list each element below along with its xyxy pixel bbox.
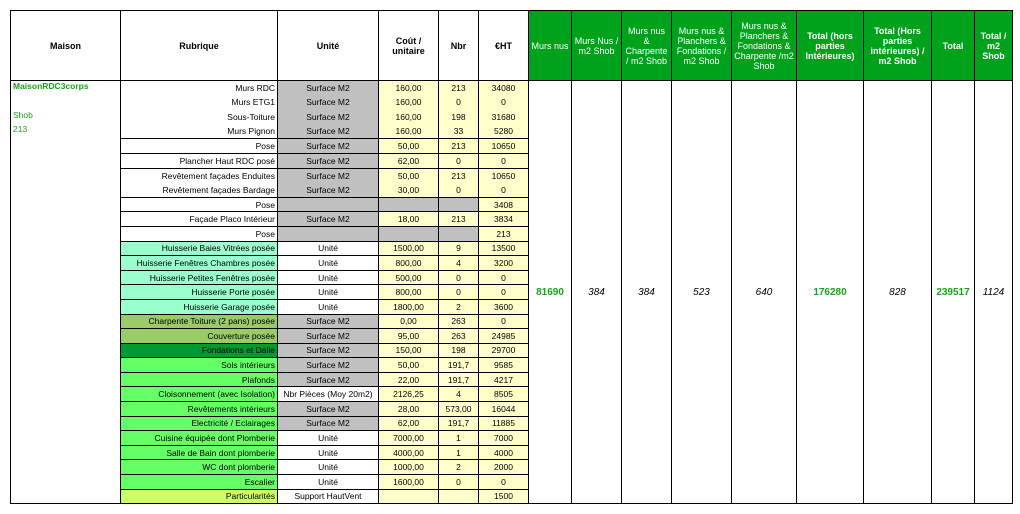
- ht-cell: 31680: [479, 110, 529, 125]
- maison-cell: [11, 212, 121, 227]
- unit-cell[interactable]: Unité: [278, 445, 379, 460]
- nbr-cell[interactable]: 191,7: [439, 416, 479, 431]
- nbr-cell[interactable]: 198: [439, 343, 479, 358]
- nbr-cell[interactable]: 263: [439, 329, 479, 344]
- cout-cell[interactable]: 18,00: [379, 212, 439, 227]
- cout-cell[interactable]: 4000,00: [379, 445, 439, 460]
- nbr-cell[interactable]: 2: [439, 299, 479, 314]
- rubrique-cell: Huisserie Baies Vitrées posée: [121, 241, 278, 256]
- rubrique-cell: Huisserie Petites Fenêtres posée: [121, 270, 278, 285]
- header-total-hors[interactable]: Total (hors parties Intérieures): [797, 11, 864, 81]
- ht-cell: 9585: [479, 358, 529, 373]
- rubrique-cell: Fondations et Dalle: [121, 343, 278, 358]
- ht-cell: 0: [479, 153, 529, 168]
- ht-cell: 1500: [479, 489, 529, 504]
- nbr-cell[interactable]: 4: [439, 256, 479, 271]
- unit-cell[interactable]: Unité: [278, 270, 379, 285]
- maison-cell: [11, 387, 121, 402]
- nbr-cell[interactable]: 2: [439, 460, 479, 475]
- ht-cell: 213: [479, 226, 529, 241]
- cout-cell[interactable]: 150,00: [379, 343, 439, 358]
- rubrique-cell: Huisserie Garage posée: [121, 299, 278, 314]
- rubrique-cell: Escalier: [121, 475, 278, 490]
- rubrique-cell: Pose: [121, 197, 278, 212]
- summary-total-shob: 1124: [975, 81, 1013, 504]
- nbr-cell[interactable]: 213: [439, 139, 479, 154]
- rubrique-cell: Particularités: [121, 489, 278, 504]
- unit-cell[interactable]: Surface M2: [278, 139, 379, 154]
- maison-cell: [11, 372, 121, 387]
- rubrique-cell: Murs ETG1: [121, 95, 278, 110]
- rubrique-cell: Plafonds: [121, 372, 278, 387]
- rubrique-cell: Huisserie Porte posée: [121, 285, 278, 300]
- nbr-cell[interactable]: 33: [439, 124, 479, 139]
- cout-cell[interactable]: [379, 197, 439, 212]
- nbr-cell[interactable]: 213: [439, 212, 479, 227]
- unit-cell[interactable]: [278, 197, 379, 212]
- ht-cell: 0: [479, 95, 529, 110]
- unit-cell[interactable]: Unité: [278, 475, 379, 490]
- cout-cell[interactable]: 30,00: [379, 183, 439, 198]
- header-row: [11, 11, 1013, 81]
- unit-cell[interactable]: Unité: [278, 431, 379, 446]
- header-murs-nus-shob[interactable]: Murs Nus / m2 Shob: [572, 11, 622, 81]
- nbr-cell[interactable]: 198: [439, 110, 479, 125]
- nbr-cell[interactable]: 213: [439, 168, 479, 183]
- nbr-cell[interactable]: 0: [439, 153, 479, 168]
- rubrique-cell: Murs Pignon: [121, 124, 278, 139]
- ht-cell: 24985: [479, 329, 529, 344]
- maison-shob-label: Shob: [11, 110, 121, 125]
- unit-cell[interactable]: Nbr Pièces (Moy 20m2): [278, 387, 379, 402]
- cout-cell[interactable]: 160,00: [379, 95, 439, 110]
- nbr-cell[interactable]: 4: [439, 387, 479, 402]
- cout-cell[interactable]: 1800,00: [379, 299, 439, 314]
- maison-cell: [11, 475, 121, 490]
- cout-cell[interactable]: 1600,00: [379, 475, 439, 490]
- summary-murs-nus-shob: 384: [572, 81, 622, 504]
- summary-total-hors-shob: 828: [864, 81, 932, 504]
- cout-cell[interactable]: 2126,25: [379, 387, 439, 402]
- rubrique-cell: Sols intérieurs: [121, 358, 278, 373]
- summary-murs-planchers-charpente: 640: [732, 81, 797, 504]
- ht-cell: 29700: [479, 343, 529, 358]
- summary-total-hors: 176280: [797, 81, 864, 504]
- nbr-cell[interactable]: [439, 197, 479, 212]
- maison-cell: [11, 139, 121, 154]
- rubrique-cell: Murs RDC: [121, 81, 278, 96]
- nbr-cell[interactable]: 573,00: [439, 402, 479, 417]
- nbr-cell[interactable]: 0: [439, 95, 479, 110]
- header-unite[interactable]: Unité: [278, 11, 379, 81]
- ht-cell: 10650: [479, 168, 529, 183]
- rubrique-cell: Cloisonnement (avec Isolation): [121, 387, 278, 402]
- rubrique-cell: Revêtement façades Enduites: [121, 168, 278, 183]
- maison-cell: [11, 329, 121, 344]
- cout-cell[interactable]: 160,00: [379, 81, 439, 96]
- rubrique-cell: Electricité / Eclairages: [121, 416, 278, 431]
- ht-cell: 3600: [479, 299, 529, 314]
- ht-cell: 0: [479, 270, 529, 285]
- nbr-cell[interactable]: 0: [439, 270, 479, 285]
- maison-cell: [11, 445, 121, 460]
- ht-cell: 11885: [479, 416, 529, 431]
- header-murs-charpente[interactable]: Murs nus & Charpente / m2 Shob: [622, 11, 672, 81]
- header-cout[interactable]: Coût / unitaire: [379, 11, 439, 81]
- ht-cell: 0: [479, 314, 529, 329]
- ht-cell: 8505: [479, 387, 529, 402]
- header-total[interactable]: Total: [932, 11, 975, 81]
- rubrique-cell: Cuisine équipée dont Plomberie: [121, 431, 278, 446]
- maison-cell: [11, 153, 121, 168]
- cout-cell[interactable]: 22,00: [379, 372, 439, 387]
- nbr-cell[interactable]: 0: [439, 285, 479, 300]
- maison-cell: [11, 416, 121, 431]
- header-rubrique[interactable]: Rubrique: [121, 11, 278, 81]
- unit-cell[interactable]: Surface M2: [278, 402, 379, 417]
- maison-cell: [11, 285, 121, 300]
- ht-cell: 10650: [479, 139, 529, 154]
- unit-cell[interactable]: Surface M2: [278, 343, 379, 358]
- maison-cell: [11, 431, 121, 446]
- maison-cell: [11, 343, 121, 358]
- unit-cell[interactable]: Support HautVent: [278, 489, 379, 504]
- header-total-shob[interactable]: Total / m2 Shob: [975, 11, 1013, 81]
- ht-cell: 16044: [479, 402, 529, 417]
- maison-cell: [11, 460, 121, 475]
- unit-cell[interactable]: Unité: [278, 299, 379, 314]
- ht-cell: 13500: [479, 241, 529, 256]
- rubrique-cell: Façade Placo Intérieur: [121, 212, 278, 227]
- unit-cell[interactable]: Surface M2: [278, 372, 379, 387]
- maison-cell: [11, 358, 121, 373]
- ht-cell: 0: [479, 285, 529, 300]
- cout-cell[interactable]: [379, 489, 439, 504]
- nbr-cell[interactable]: 263: [439, 314, 479, 329]
- rubrique-cell: Plancher Haut RDC posé: [121, 153, 278, 168]
- header-murs-planchers-charpente[interactable]: Murs nus & Planchers & Fondations & Charpente /m2 Shob: [732, 11, 797, 81]
- rubrique-cell: WC dont plomberie: [121, 460, 278, 475]
- summary-murs-charpente: 384: [622, 81, 672, 504]
- cout-cell[interactable]: 7000,00: [379, 431, 439, 446]
- cout-cell[interactable]: 800,00: [379, 256, 439, 271]
- nbr-cell[interactable]: 191,7: [439, 372, 479, 387]
- nbr-cell[interactable]: [439, 226, 479, 241]
- unit-cell[interactable]: Surface M2: [278, 124, 379, 139]
- cout-cell[interactable]: 1000,00: [379, 460, 439, 475]
- cout-cell[interactable]: 28,00: [379, 402, 439, 417]
- unit-cell[interactable]: Surface M2: [278, 153, 379, 168]
- unit-cell[interactable]: Surface M2: [278, 183, 379, 198]
- nbr-cell[interactable]: 0: [439, 475, 479, 490]
- cost-sheet: [10, 10, 1013, 504]
- maison-cell: [11, 489, 121, 504]
- unit-cell[interactable]: Surface M2: [278, 314, 379, 329]
- unit-cell[interactable]: [278, 226, 379, 241]
- unit-cell[interactable]: Surface M2: [278, 329, 379, 344]
- ht-cell: 4000: [479, 445, 529, 460]
- cout-cell[interactable]: 50,00: [379, 139, 439, 154]
- cout-cell[interactable]: [379, 226, 439, 241]
- maison-cell: [11, 241, 121, 256]
- maison-cell: [11, 314, 121, 329]
- nbr-cell[interactable]: 0: [439, 183, 479, 198]
- rubrique-cell: Couverture posée: [121, 329, 278, 344]
- nbr-cell[interactable]: 9: [439, 241, 479, 256]
- header-ht[interactable]: €HT: [479, 11, 529, 81]
- cout-cell[interactable]: 500,00: [379, 270, 439, 285]
- ht-cell: 7000: [479, 431, 529, 446]
- maison-shob-value: 213: [11, 124, 121, 139]
- unit-cell[interactable]: Unité: [278, 256, 379, 271]
- summary-murs-planchers: 523: [672, 81, 732, 504]
- cout-cell[interactable]: 160,00: [379, 124, 439, 139]
- unit-cell[interactable]: Surface M2: [278, 168, 379, 183]
- nbr-cell[interactable]: [439, 489, 479, 504]
- maison-name: MaisonRDC3corps: [11, 81, 121, 96]
- ht-cell: 34080: [479, 81, 529, 96]
- maison-cell: [11, 402, 121, 417]
- unit-cell[interactable]: Surface M2: [278, 81, 379, 96]
- ht-cell: 2000: [479, 460, 529, 475]
- summary-total: 239517: [932, 81, 975, 504]
- maison-cell: [11, 270, 121, 285]
- cout-cell[interactable]: 50,00: [379, 168, 439, 183]
- rubrique-cell: Revêtements intérieurs: [121, 402, 278, 417]
- cout-cell[interactable]: 0,00: [379, 314, 439, 329]
- rubrique-cell: Charpente Toiture (2 pans) posée: [121, 314, 278, 329]
- cout-cell[interactable]: 1500,00: [379, 241, 439, 256]
- cout-cell[interactable]: 160,00: [379, 110, 439, 125]
- header-murs-planchers[interactable]: Murs nus & Planchers & Fondations / m2 Shob: [672, 11, 732, 81]
- nbr-cell[interactable]: 213: [439, 81, 479, 96]
- maison-cell: [11, 95, 121, 110]
- maison-cell: [11, 183, 121, 198]
- table-row: [11, 81, 1013, 96]
- cout-cell[interactable]: 62,00: [379, 416, 439, 431]
- ht-cell: 3408: [479, 197, 529, 212]
- header-nbr[interactable]: Nbr: [439, 11, 479, 81]
- ht-cell: 3200: [479, 256, 529, 271]
- unit-cell[interactable]: Surface M2: [278, 212, 379, 227]
- rubrique-cell: Pose: [121, 226, 278, 241]
- cout-cell[interactable]: 800,00: [379, 285, 439, 300]
- cout-cell[interactable]: 62,00: [379, 153, 439, 168]
- unit-cell[interactable]: Surface M2: [278, 95, 379, 110]
- unit-cell[interactable]: Unité: [278, 241, 379, 256]
- rubrique-cell: Pose: [121, 139, 278, 154]
- unit-cell[interactable]: Surface M2: [278, 416, 379, 431]
- unit-cell[interactable]: Surface M2: [278, 110, 379, 125]
- maison-cell: [11, 226, 121, 241]
- ht-cell: 3834: [479, 212, 529, 227]
- rubrique-cell: Sous-Toiture: [121, 110, 278, 125]
- header-maison[interactable]: Maison: [11, 11, 121, 81]
- rubrique-cell: Huisserie Fenêtres Chambres posée: [121, 256, 278, 271]
- maison-cell: [11, 256, 121, 271]
- maison-cell: [11, 197, 121, 212]
- cout-cell[interactable]: 95,00: [379, 329, 439, 344]
- ht-cell: 0: [479, 475, 529, 490]
- cout-cell[interactable]: 50,00: [379, 358, 439, 373]
- ht-cell: 0: [479, 183, 529, 198]
- rubrique-cell: Revêtement façades Bardage: [121, 183, 278, 198]
- ht-cell: 5280: [479, 124, 529, 139]
- header-murs-nus[interactable]: Murs nus: [529, 11, 572, 81]
- nbr-cell[interactable]: 1: [439, 431, 479, 446]
- unit-cell[interactable]: Surface M2: [278, 358, 379, 373]
- unit-cell[interactable]: Unité: [278, 460, 379, 475]
- maison-cell: [11, 299, 121, 314]
- rubrique-cell: Salle de Bain dont plomberie: [121, 445, 278, 460]
- nbr-cell[interactable]: 1: [439, 445, 479, 460]
- header-total-hors-shob[interactable]: Total (Hors parties intérieures) / m2 Shob: [864, 11, 932, 81]
- ht-cell: 4217: [479, 372, 529, 387]
- maison-cell: [11, 168, 121, 183]
- unit-cell[interactable]: Unité: [278, 285, 379, 300]
- summary-murs-nus: 81690: [529, 81, 572, 504]
- nbr-cell[interactable]: 191,7: [439, 358, 479, 373]
